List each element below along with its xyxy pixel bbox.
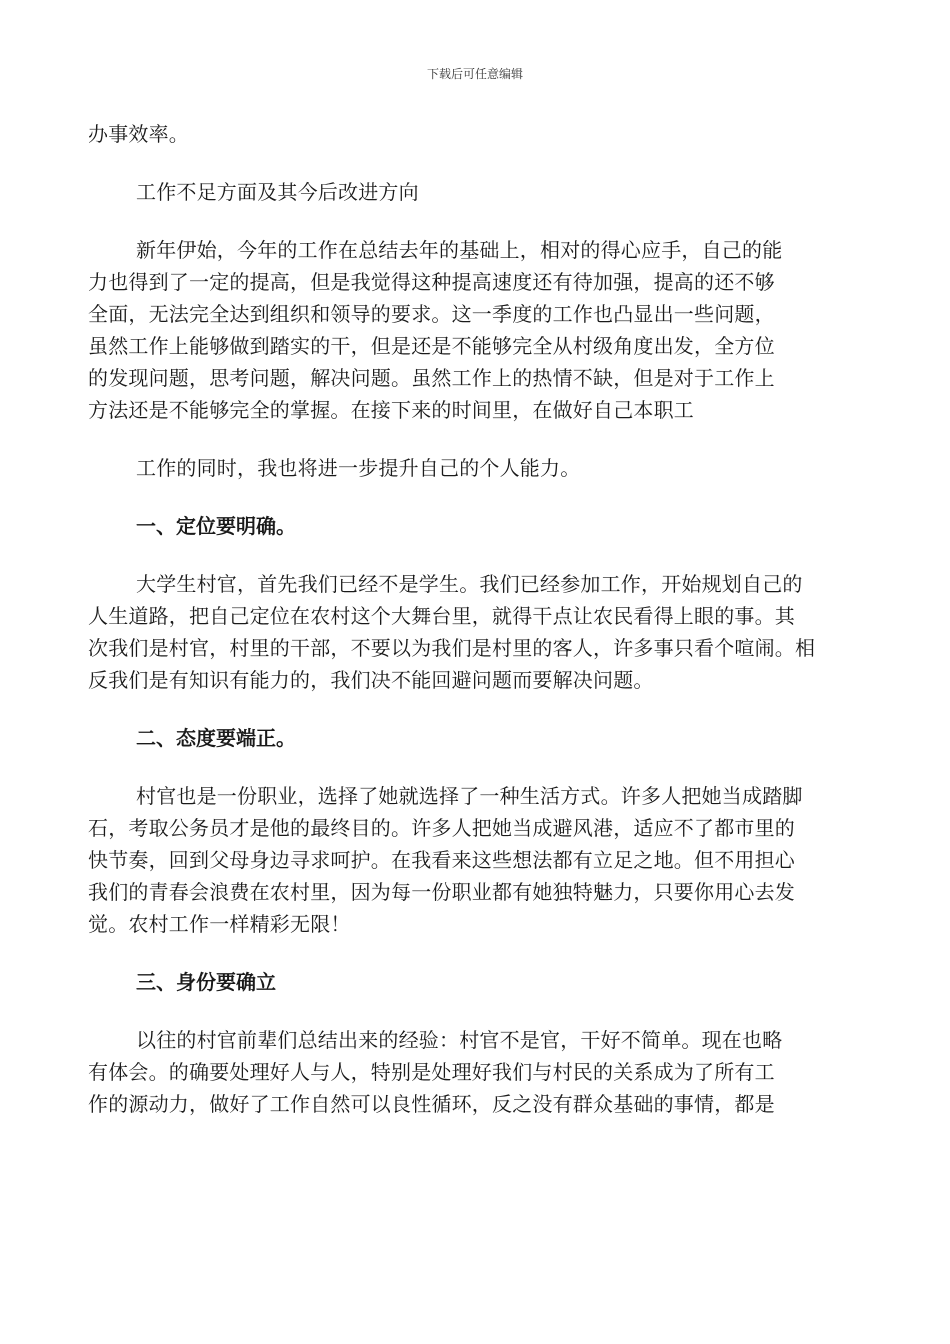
text-line: 觉。农村工作一样精彩无限！ xyxy=(88,912,351,936)
paragraph-1 xyxy=(88,234,868,426)
section-intro: 工作不足方面及其今后改进方向 xyxy=(136,180,419,204)
text-line: 作的源动力，做好了工作自然可以良性循环，反之没有群众基础的事情，都是 xyxy=(88,1092,775,1116)
text-line: 反我们是有知识有能力的，我们决不能回避问题而要解决问题。 xyxy=(88,668,654,692)
heading-2: 二、态度要端正。 xyxy=(136,726,296,750)
text-line: 我们的青春会浪费在农村里，因为每一份职业都有她独特魅力，只要你用心去发 xyxy=(88,880,795,904)
text-line: 全面，无法完全达到组织和领导的要求。这一季度的工作也凸显出一些问题， xyxy=(88,302,775,326)
page-header: 下载后可任意编辑 xyxy=(426,67,523,81)
text-line: 新年伊始，今年的工作在总结去年的基础上，相对的得心应手，自己的能 xyxy=(136,238,783,262)
text-line: 虽然工作上能够做到踏实的干，但是还是不能够完全从村级角度出发，全方位 xyxy=(88,334,775,358)
text-line: 大学生村官，首先我们已经不是学生。我们已经参加工作，开始规划自己的 xyxy=(136,572,803,596)
paragraph-3 xyxy=(88,568,868,696)
text-line: 有体会。的确要处理好人与人，特别是处理好我们与村民的关系成为了所有工 xyxy=(88,1060,775,1084)
paragraph-2: 工作的同时，我也将进一步提升自己的个人能力。 xyxy=(136,456,581,480)
document-body xyxy=(88,118,868,1120)
text-line: 的发现问题，思考问题，解决问题。虽然工作上的热情不缺，但是对于工作上 xyxy=(88,366,775,390)
text-line: 方法还是不能够完全的掌握。在接下来的时间里，在做好自己本职工 xyxy=(88,398,694,422)
paragraph-5 xyxy=(88,1024,868,1120)
paragraph-4 xyxy=(88,780,868,940)
text-line: 石，考取公务员才是他的最终目的。许多人把她当成避风港，适应不了都市里的 xyxy=(88,816,795,840)
text-line: 人生道路，把自己定位在农村这个大舞台里，就得干点让农民看得上眼的事。其 xyxy=(88,604,795,628)
text-line: 次我们是村官，村里的干部，不要以为我们是村里的客人，许多事只看个喧闹。相 xyxy=(88,636,816,660)
text-line: 力也得到了一定的提高，但是我觉得这种提高速度还有待加强，提高的还不够 xyxy=(88,270,775,294)
text-line: 村官也是一份职业，选择了她就选择了一种生活方式。许多人把她当成踏脚 xyxy=(136,784,803,808)
text-line: 以往的村官前辈们总结出来的经验：村官不是官，干好不简单。现在也略 xyxy=(136,1028,783,1052)
heading-1: 一、定位要明确。 xyxy=(136,514,296,538)
heading-3: 三、身份要确立 xyxy=(136,970,276,994)
text-line: 办事效率。 xyxy=(88,122,189,146)
text-line: 快节奏，回到父母身边寻求呵护。在我看来这些想法都有立足之地。但不用担心 xyxy=(88,848,795,872)
